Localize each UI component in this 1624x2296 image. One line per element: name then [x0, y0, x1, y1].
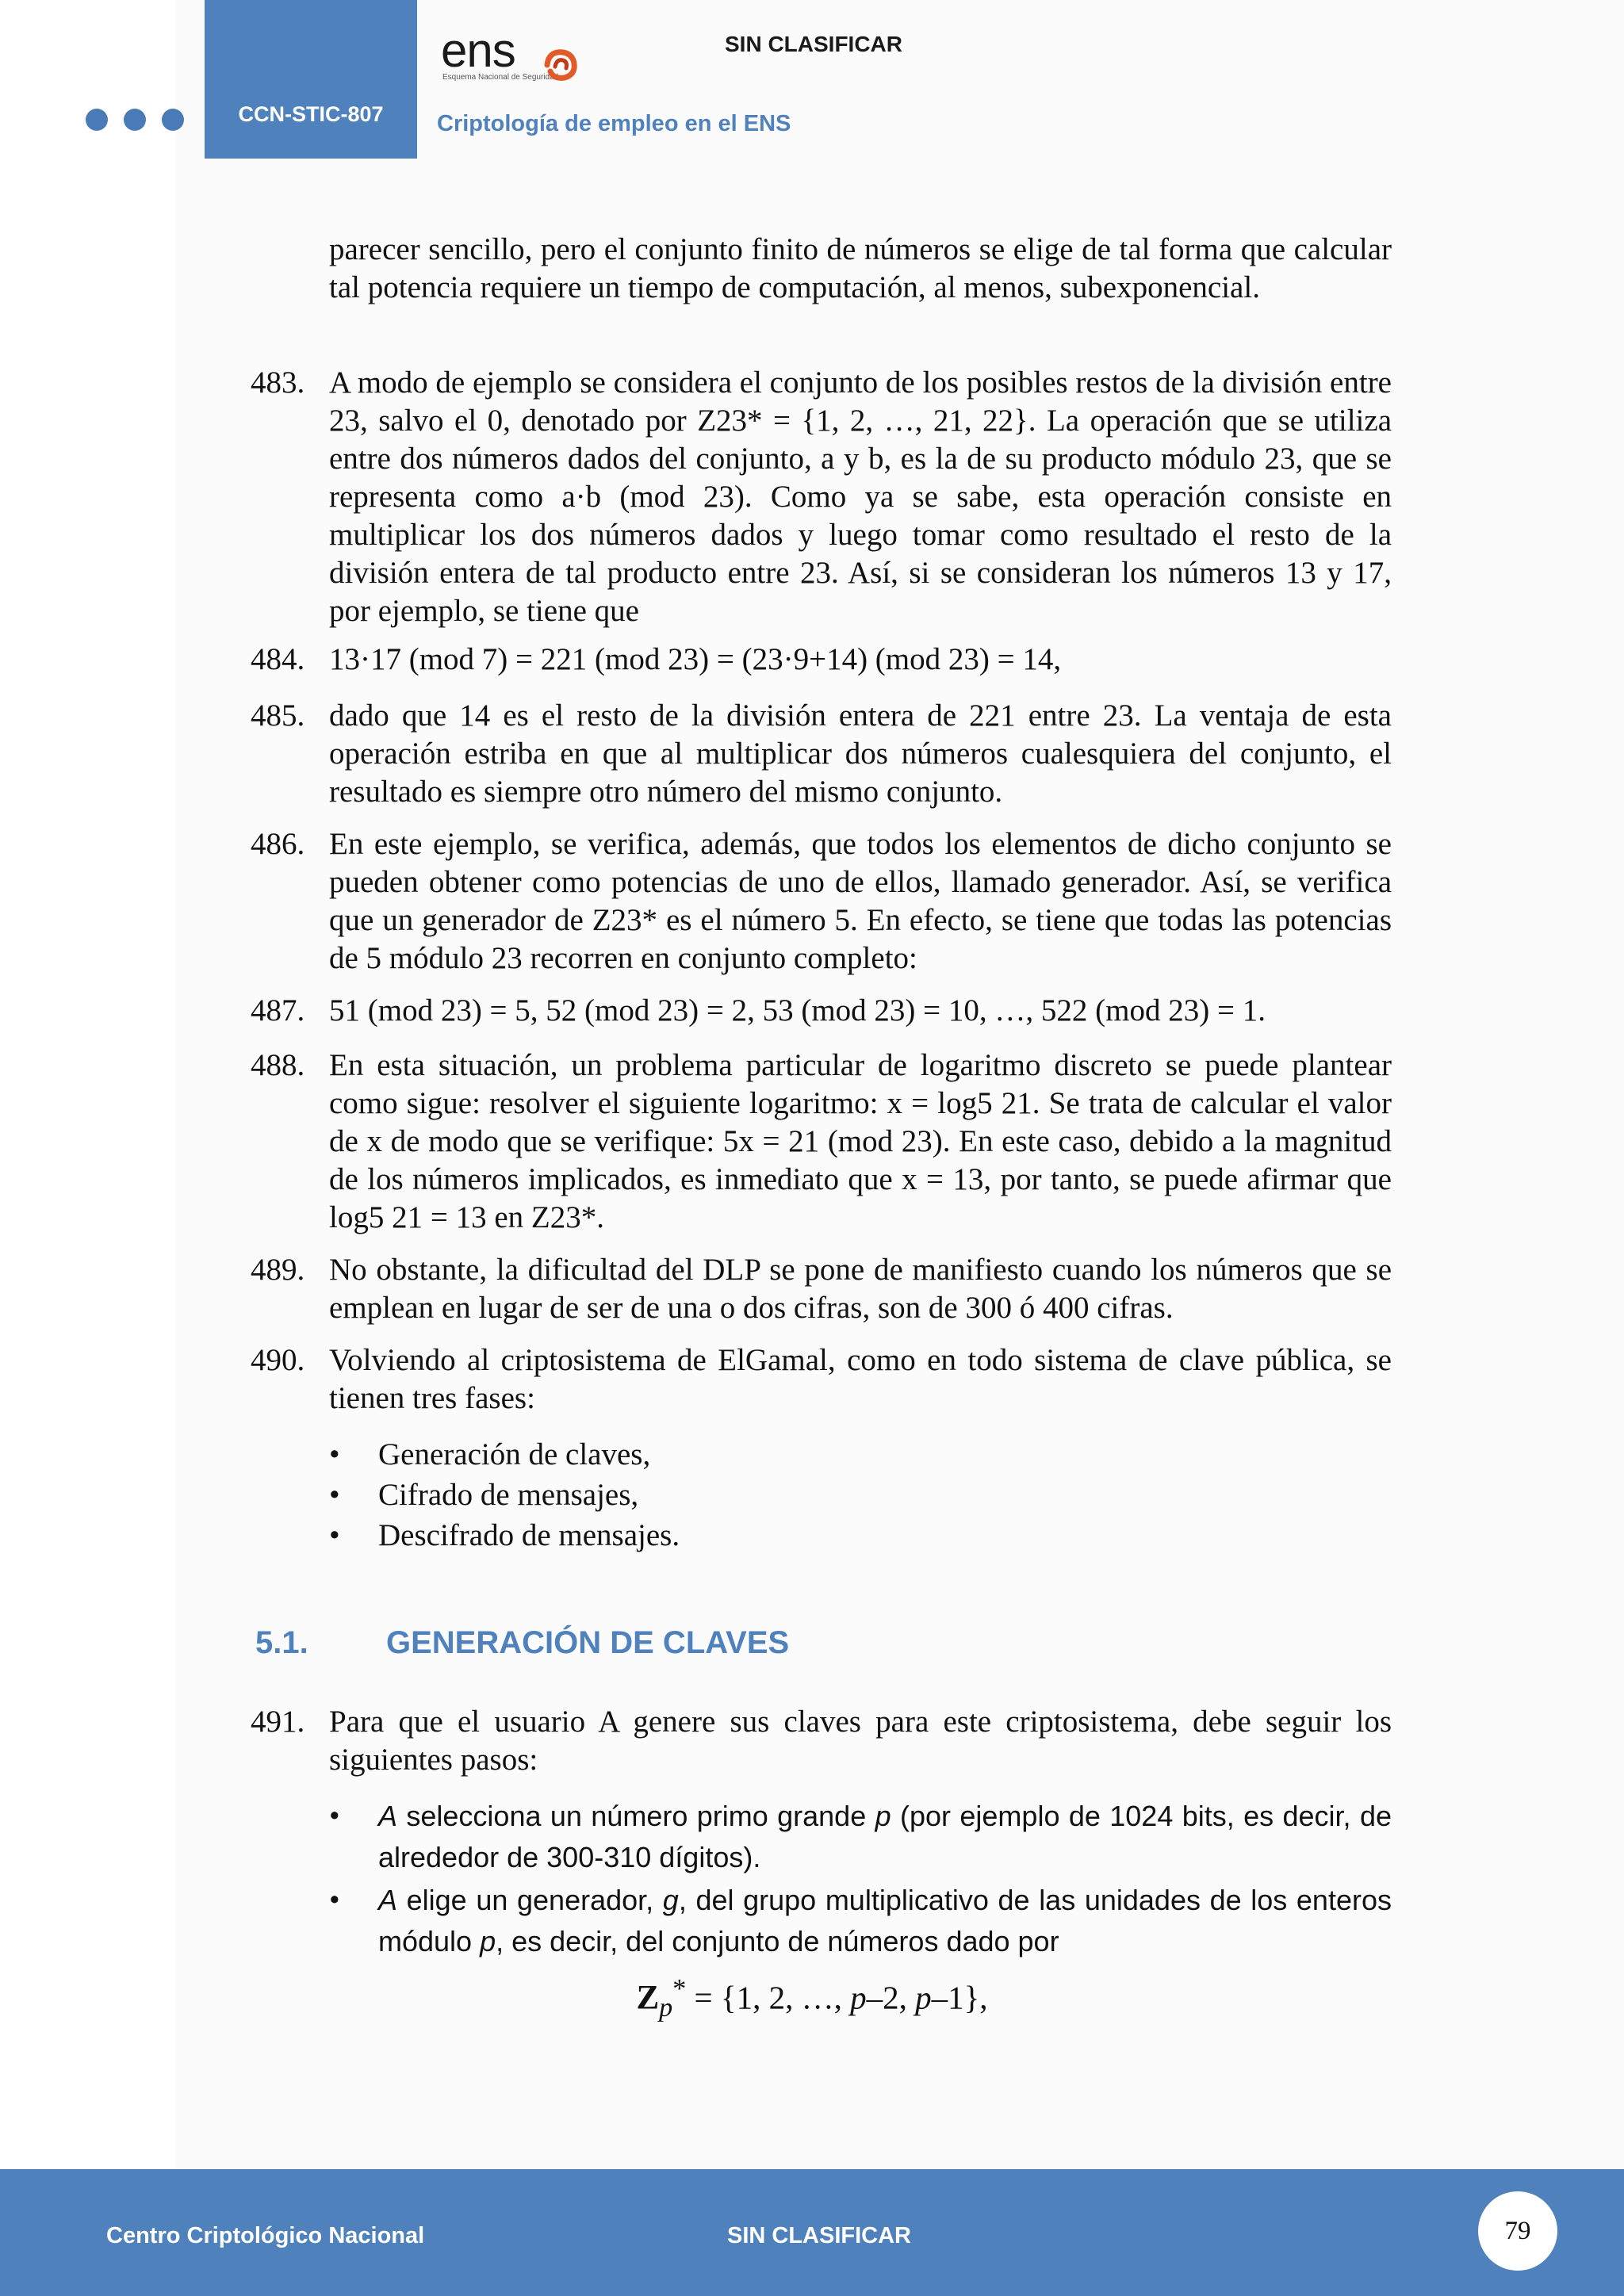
list-item	[329, 1475, 1392, 1515]
paragraph-text: No obstante, la dificultad del DLP se pone de manifiesto cuando los números que se emplean en lugar de ser de una o dos cifras, son de 300 ó 400 cifras.	[329, 1253, 1392, 1325]
paragraph-text: En este ejemplo, se verifica, además, que todos los elementos de dicho conjunto se pueden obtener como potencias de uno de ellos, llamado generador. Así, se verifica que un generador de Z23* es el número 5. En efecto, se tiene que todas las potencias de 5 módulo 23 recorren en conjunto completo:	[329, 827, 1392, 975]
formula-superscript: *	[672, 1974, 687, 2003]
ens-logo-mark-icon	[542, 44, 580, 82]
paragraph-text: Volviendo al criptosistema de ElGamal, como en todo sistema de clave pública, se tienen tres fases:	[329, 1343, 1392, 1415]
doc-code-box	[205, 0, 417, 159]
header-subtitle: Criptología de empleo en el ENS	[437, 111, 791, 136]
header-dot	[86, 109, 108, 131]
ens-logo-subtext: Esquema Nacional de Seguridad	[442, 73, 559, 82]
actor-a: A	[378, 1800, 398, 1832]
var-g: g	[662, 1884, 679, 1916]
ens-logo-text: ens	[441, 24, 515, 77]
section-title: GENERACIÓN DE CLAVES	[386, 1625, 790, 1660]
paragraph-number: 484.	[251, 642, 305, 676]
list-item-text	[378, 1880, 1392, 1962]
list-item	[329, 1434, 1392, 1475]
footer-org: Centro Criptológico Nacional	[106, 2223, 425, 2248]
paragraph-number: 490.	[251, 1343, 305, 1377]
doc-code: CCN-STIC-807	[238, 102, 384, 126]
step-text: , es decir, del conjunto de números dado por	[496, 1925, 1059, 1957]
formula-var: p	[850, 1979, 867, 2016]
page-footer	[0, 2169, 1624, 2296]
paragraph-number: 488.	[251, 1048, 305, 1082]
header-classification: SIN CLASIFICAR	[725, 32, 902, 56]
formula-set: Z	[636, 1979, 660, 2017]
var-p: p	[480, 1925, 496, 1957]
bullet-icon: •	[329, 1478, 340, 1512]
step-text: (por ejemplo de 1024 bits, es decir, de alrededor de 300-310 dígitos).	[378, 1800, 1392, 1873]
section-heading	[255, 1625, 789, 1661]
paragraph-text: A modo de ejemplo se considera el conjunto de los posibles restos de la división entre 23, salvo el 0, denotado por Z23* = {1, 2, …, 21, 22}. La operación que se utiliza entre dos números dados del conjunto, a y b, es la de su producto módulo 23, que se representa como a·b (mod 23). Como ya se sabe, esta operación consiste en multiplicar los dos números dados y luego tomar como resultado el resto de la división entera de tal producto entre 23. Así, si se consideran los números 13 y 17, por ejemplo, se tiene que	[329, 365, 1392, 628]
paragraph-text: 13·17 (mod 7) = 221 (mod 23) = (23·9+14) (mod 23) = 14,	[329, 642, 1062, 676]
step-text: selecciona un número primo grande	[397, 1800, 875, 1832]
paragraph-number: 489.	[251, 1253, 305, 1287]
actor-a: A	[378, 1884, 398, 1916]
header-dot	[124, 109, 146, 131]
step-text: , del grupo multiplicativo de las unidades de los enteros módulo	[378, 1884, 1392, 1957]
page-number: 79	[1478, 2191, 1557, 2271]
formula-rhs: = {1, 2, …,	[686, 1979, 851, 2016]
list-item-text	[378, 1796, 1392, 1878]
section-number: 5.1.	[255, 1625, 308, 1660]
formula-subscript: p	[659, 1992, 673, 2022]
formula-text: –2,	[866, 1979, 916, 2016]
paragraph-number: 487.	[251, 993, 305, 1027]
list-item	[329, 1796, 1392, 1878]
intro-continuation: parecer sencillo, pero el conjunto finito de números se elige de tal forma que calcular tal potencia requiere un tiempo de computación, al menos, subexponencial.	[329, 232, 1392, 304]
header-dots	[86, 109, 184, 131]
footer-classification: SIN CLASIFICAR	[727, 2223, 911, 2248]
paragraph-text: En esta situación, un problema particular de logaritmo discreto se puede plantear como sigue: resolver el siguiente logaritmo: x = log5 21. Se trata de calcular el valor de x de modo que se verifique: 5x = 21 (mod 23). En este caso, debido a la magnitud de los números implicados, es inmediato que x = 13, por tanto, se puede afirmar que log5 21 = 13 en Z23*.	[329, 1048, 1392, 1234]
paragraph-text: dado que 14 es el resto de la división entera de 221 entre 23. La ventaja de esta operación estriba en que al multiplicar dos números cualesquiera del conjunto, el resultado es siempre otro número del mismo conjunto.	[329, 698, 1392, 809]
steps-list	[329, 1796, 1392, 1962]
paragraph-number: 483.	[251, 365, 305, 400]
header-dot	[162, 109, 184, 131]
step-text: elige un generador,	[397, 1884, 663, 1916]
bullet-icon: •	[329, 1799, 340, 1833]
list-item	[329, 1515, 1392, 1556]
formula-text: –1},	[931, 1979, 988, 2016]
paragraph-text: Para que el usuario A genere sus claves para este criptosistema, debe seguir los siguientes pasos:	[329, 1705, 1392, 1777]
bullet-icon: •	[329, 1437, 340, 1471]
var-p: p	[875, 1800, 891, 1832]
list-item-text: Generación de claves,	[378, 1437, 651, 1471]
paragraph-text: 51 (mod 23) = 5, 52 (mod 23) = 2, 53 (mod 23) = 10, …, 522 (mod 23) = 1.	[329, 993, 1266, 1027]
list-item-text: Cifrado de mensajes,	[378, 1478, 639, 1512]
ens-logo	[441, 24, 584, 92]
list-item	[329, 1880, 1392, 1962]
paragraph-number: 485.	[251, 698, 305, 733]
list-item-text: Descifrado de mensajes.	[378, 1518, 680, 1552]
paragraph-number: 486.	[251, 827, 305, 861]
bullet-icon: •	[329, 1518, 340, 1552]
formula-zp	[0, 1969, 1624, 2028]
paragraph-number: 491.	[251, 1705, 305, 1739]
phases-list	[329, 1434, 1392, 1556]
bullet-icon: •	[329, 1883, 340, 1917]
formula-var: p	[915, 1979, 932, 2016]
